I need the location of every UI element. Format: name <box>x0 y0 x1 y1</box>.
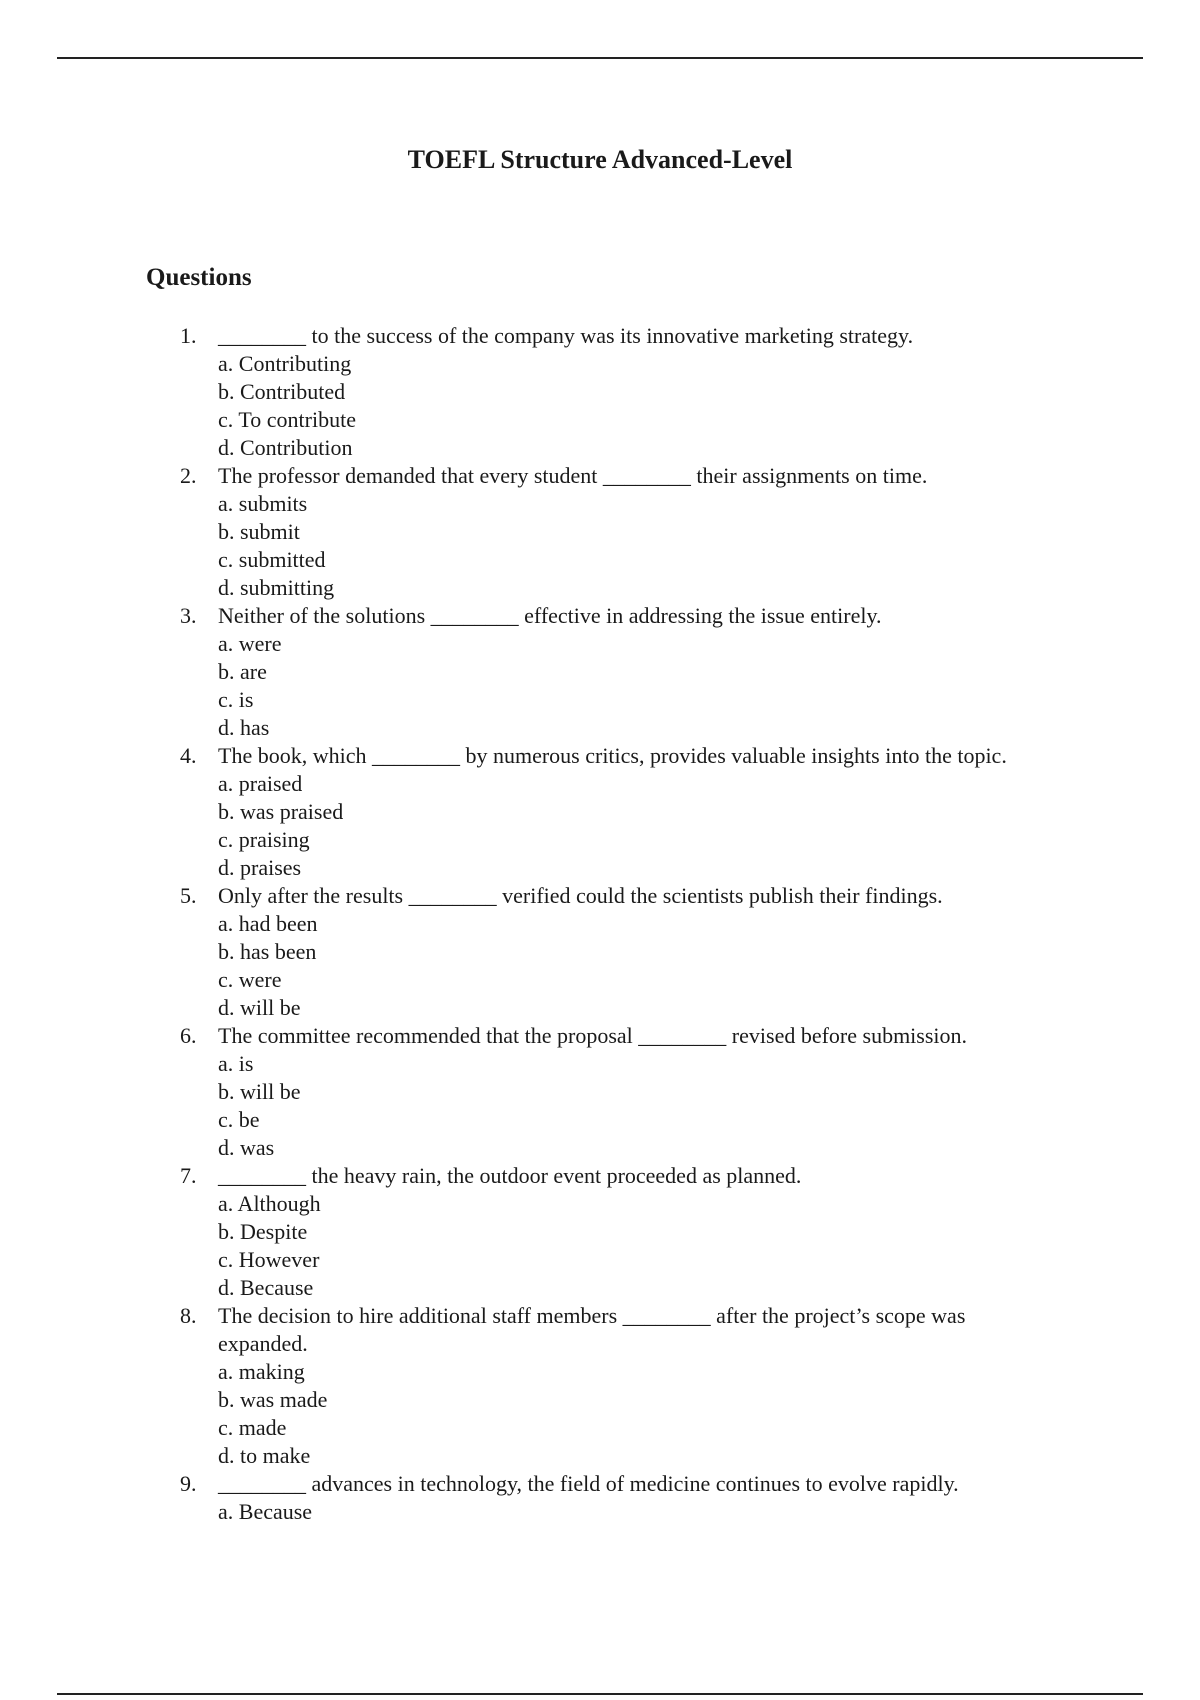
question-stem: ________ advances in technology, the field of medicine continues to evolve rapidly. <box>218 1471 959 1496</box>
question-item <box>0 1302 1200 1470</box>
answer-option: c. To contribute <box>218 407 356 432</box>
question-number: 6. <box>180 1023 197 1048</box>
answer-option: c. submitted <box>218 547 326 572</box>
answer-options <box>218 1358 1050 1470</box>
answer-option: d. to make <box>218 1443 311 1468</box>
answer-option: c. be <box>218 1107 260 1132</box>
question-number: 8. <box>180 1303 197 1328</box>
answer-option: a. is <box>218 1051 254 1076</box>
answer-option: d. will be <box>218 995 301 1020</box>
question-list <box>0 322 1200 1526</box>
question-item <box>0 602 1200 742</box>
answer-option: d. has <box>218 715 270 740</box>
question-number: 4. <box>180 743 197 768</box>
answer-option: d. praises <box>218 855 302 880</box>
answer-options <box>218 1498 1050 1526</box>
question-item <box>0 742 1200 882</box>
answer-option: d. was <box>218 1135 275 1160</box>
question-stem: The decision to hire additional staff members ________ after the project’s scope was expanded. <box>218 1303 966 1356</box>
answer-option: a. praised <box>218 771 303 796</box>
answer-option: a. Contributing <box>218 351 352 376</box>
answer-option: b. has been <box>218 939 317 964</box>
answer-options <box>218 350 1050 462</box>
question-item <box>0 882 1200 1022</box>
answer-option: c. made <box>218 1415 287 1440</box>
question-stem: Neither of the solutions ________ effective in addressing the issue entirely. <box>218 603 882 628</box>
answer-option: a. Because <box>218 1499 313 1524</box>
answer-option: a. had been <box>218 911 318 936</box>
answer-option: b. Despite <box>218 1219 308 1244</box>
answer-option: b. was praised <box>218 799 344 824</box>
question-stem: The committee recommended that the proposal ________ revised before submission. <box>218 1023 968 1048</box>
answer-options <box>218 910 1050 1022</box>
answer-option: d. Because <box>218 1275 314 1300</box>
question-stem: ________ to the success of the company was its innovative marketing strategy. <box>218 323 914 348</box>
question-item <box>0 1162 1200 1302</box>
answer-options <box>218 490 1050 602</box>
answer-option: c. praising <box>218 827 310 852</box>
answer-options <box>218 630 1050 742</box>
question-stem: The professor demanded that every student ________ their assignments on time. <box>218 463 928 488</box>
answer-option: a. submits <box>218 491 308 516</box>
question-stem: Only after the results ________ verified could the scientists publish their findings. <box>218 883 943 908</box>
question-number: 9. <box>180 1471 197 1496</box>
answer-option: c. were <box>218 967 282 992</box>
answer-option: d. submitting <box>218 575 335 600</box>
answer-option: c. is <box>218 687 254 712</box>
answer-option: b. was made <box>218 1387 328 1412</box>
answer-option: d. Contribution <box>218 435 353 460</box>
answer-option: b. will be <box>218 1079 301 1104</box>
question-number: 3. <box>180 603 197 628</box>
answer-option: b. submit <box>218 519 300 544</box>
question-number: 7. <box>180 1163 197 1188</box>
top-rule <box>57 57 1143 59</box>
answer-options <box>218 1190 1050 1302</box>
question-number: 5. <box>180 883 197 908</box>
question-number: 1. <box>180 323 197 348</box>
answer-option: b. are <box>218 659 267 684</box>
question-item <box>0 1022 1200 1162</box>
answer-option: a. making <box>218 1359 305 1384</box>
answer-option: a. Although <box>218 1191 321 1216</box>
answer-options <box>218 770 1050 882</box>
question-number: 2. <box>180 463 197 488</box>
question-stem: The book, which ________ by numerous critics, provides valuable insights into the topic. <box>218 743 1007 768</box>
answer-option: a. were <box>218 631 282 656</box>
question-item <box>0 1470 1200 1526</box>
section-heading: Questions <box>146 264 252 291</box>
document-title: TOEFL Structure Advanced-Level <box>407 145 793 174</box>
bottom-rule <box>57 1693 1143 1695</box>
answer-options <box>218 1050 1050 1162</box>
answer-option: c. However <box>218 1247 320 1272</box>
question-item <box>0 322 1200 462</box>
question-stem: ________ the heavy rain, the outdoor event proceeded as planned. <box>218 1163 802 1188</box>
question-item <box>0 462 1200 602</box>
answer-option: b. Contributed <box>218 379 346 404</box>
